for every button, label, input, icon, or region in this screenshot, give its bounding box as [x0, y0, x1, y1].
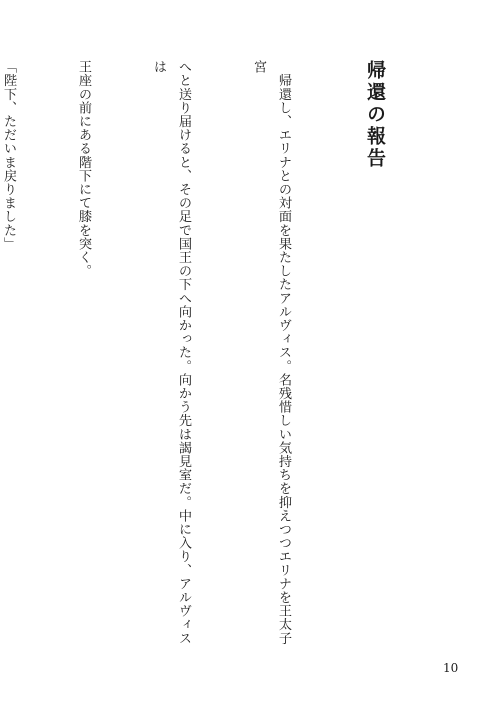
- chapter-title: 帰還の報告: [364, 60, 386, 170]
- text-line: 「陛下、ただいま戻りました」: [1, 60, 16, 251]
- text-line: へと送り届けると、その足で国王の下へ向かった。向かう先は謁見室だ。中に入り、アルヴィスは: [151, 60, 191, 645]
- text-line: 帰還し、エリナとの対面を果たしたアルヴィス。名残惜しい気持ちを抑えつつエリナを王太子宮: [251, 60, 291, 645]
- vertical-text-block: [0, 60, 442, 650]
- text-line: 王座の前にある階下にて膝を突く。: [76, 60, 91, 278]
- page-number: 10: [443, 661, 459, 675]
